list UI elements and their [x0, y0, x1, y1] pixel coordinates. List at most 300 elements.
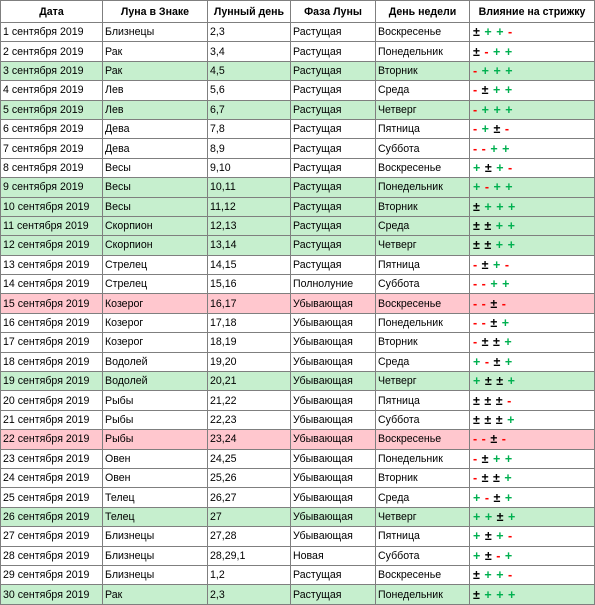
- minus-mark: -: [508, 160, 513, 175]
- cell-weekday: Воскресенье: [376, 23, 470, 42]
- minus-mark: -: [473, 335, 478, 350]
- cell-moon-sign: Овен: [103, 468, 208, 487]
- cell-lunar-day: 14,15: [208, 255, 291, 274]
- plus-mark: +: [496, 587, 504, 602]
- cell-lunar-day: 5,6: [208, 81, 291, 100]
- cell-date: 12 сентября 2019: [1, 236, 103, 255]
- table-row: [1, 585, 595, 604]
- cell-moon-phase: Убывающая: [291, 372, 376, 391]
- plus-mark: +: [504, 471, 513, 486]
- table-row: [1, 391, 595, 410]
- plus-mark: +: [493, 83, 501, 98]
- cell-date: 22 сентября 2019: [1, 430, 103, 449]
- cell-moon-sign: Весы: [103, 197, 208, 216]
- cell-weekday: Суббота: [376, 546, 470, 565]
- cell-date: 4 сентября 2019: [1, 81, 103, 100]
- cell-weekday: Среда: [376, 352, 470, 371]
- plus-mark: +: [473, 354, 481, 369]
- plus-minus-mark: ±: [481, 83, 490, 98]
- cell-haircut-effect: [470, 352, 595, 371]
- cell-moon-phase: Растущая: [291, 216, 376, 235]
- cell-weekday: Четверг: [376, 507, 470, 526]
- cell-lunar-day: 2,3: [208, 585, 291, 604]
- plus-minus-mark: ±: [481, 335, 490, 350]
- minus-mark: -: [501, 296, 507, 311]
- plus-minus-mark: ±: [484, 374, 493, 389]
- cell-moon-sign: Лев: [103, 81, 208, 100]
- minus-mark: -: [508, 25, 513, 40]
- cell-lunar-day: 21,22: [208, 391, 291, 410]
- plus-mark: +: [484, 509, 493, 524]
- table-row: [1, 372, 595, 391]
- cell-moon-sign: Овен: [103, 449, 208, 468]
- cell-lunar-day: 19,20: [208, 352, 291, 371]
- cell-date: 24 сентября 2019: [1, 468, 103, 487]
- table-row: [1, 42, 595, 61]
- cell-weekday: Суббота: [376, 275, 470, 294]
- cell-haircut-effect: [470, 216, 595, 235]
- table-row: [1, 468, 595, 487]
- plus-minus-mark: ±: [481, 451, 490, 466]
- cell-moon-phase: Растущая: [291, 119, 376, 138]
- cell-lunar-day: 2,3: [208, 23, 291, 42]
- cell-moon-phase: Убывающая: [291, 430, 376, 449]
- cell-haircut-effect: [470, 430, 595, 449]
- cell-date: 15 сентября 2019: [1, 294, 103, 313]
- cell-lunar-day: 28,29,1: [208, 546, 291, 565]
- cell-haircut-effect: [470, 23, 595, 42]
- minus-mark: -: [481, 141, 487, 156]
- cell-moon-sign: Близнецы: [103, 527, 208, 546]
- header-date: Дата: [1, 1, 103, 23]
- table-row: [1, 565, 595, 584]
- cell-moon-phase: Убывающая: [291, 333, 376, 352]
- minus-mark: -: [501, 432, 507, 447]
- cell-haircut-effect: [470, 410, 595, 429]
- plus-mark: +: [484, 25, 493, 40]
- cell-moon-phase: Растущая: [291, 81, 376, 100]
- cell-haircut-effect: [470, 139, 595, 158]
- table-row: [1, 197, 595, 216]
- cell-moon-sign: Рыбы: [103, 410, 208, 429]
- table-row: [1, 488, 595, 507]
- plus-mark: +: [496, 25, 504, 40]
- cell-date: 16 сентября 2019: [1, 313, 103, 332]
- cell-haircut-effect: [470, 468, 595, 487]
- plus-mark: +: [495, 219, 504, 234]
- cell-date: 13 сентября 2019: [1, 255, 103, 274]
- cell-moon-sign: Весы: [103, 158, 208, 177]
- minus-mark: -: [481, 296, 487, 311]
- cell-moon-sign: Водолей: [103, 352, 208, 371]
- plus-mark: +: [473, 180, 481, 195]
- cell-moon-phase: Убывающая: [291, 313, 376, 332]
- cell-moon-phase: Растущая: [291, 178, 376, 197]
- cell-weekday: Суббота: [376, 139, 470, 158]
- table-row: [1, 255, 595, 274]
- cell-lunar-day: 15,16: [208, 275, 291, 294]
- minus-mark: -: [484, 180, 490, 195]
- cell-lunar-day: 18,19: [208, 333, 291, 352]
- cell-haircut-effect: [470, 275, 595, 294]
- plus-mark: +: [507, 413, 515, 427]
- cell-weekday: Понедельник: [376, 42, 470, 61]
- cell-date: 18 сентября 2019: [1, 352, 103, 371]
- cell-haircut-effect: [470, 158, 595, 177]
- cell-weekday: Воскресенье: [376, 158, 470, 177]
- cell-haircut-effect: [470, 527, 595, 546]
- plus-minus-mark: ±: [484, 219, 492, 234]
- cell-date: 28 сентября 2019: [1, 546, 103, 565]
- table-row: [1, 352, 595, 371]
- cell-lunar-day: 27,28: [208, 527, 291, 546]
- cell-date: 8 сентября 2019: [1, 158, 103, 177]
- table-row: [1, 178, 595, 197]
- plus-mark: +: [504, 354, 513, 369]
- table-row: [1, 333, 595, 352]
- cell-moon-sign: Рак: [103, 61, 208, 80]
- table-body: [1, 23, 595, 605]
- plus-mark: +: [507, 374, 516, 389]
- cell-moon-phase: Убывающая: [291, 507, 376, 526]
- plus-mark: +: [484, 199, 493, 214]
- header-weekday: День недели: [376, 1, 470, 23]
- cell-moon-phase: Растущая: [291, 61, 376, 80]
- plus-minus-mark: ±: [493, 490, 501, 505]
- cell-haircut-effect: [470, 236, 595, 255]
- plus-mark: +: [505, 102, 514, 117]
- cell-weekday: Пятница: [376, 527, 470, 546]
- plus-mark: +: [508, 587, 516, 602]
- plus-minus-mark: ±: [473, 219, 481, 234]
- table-row: [1, 139, 595, 158]
- minus-mark: -: [473, 63, 478, 78]
- minus-mark: -: [504, 257, 510, 272]
- cell-haircut-effect: [470, 313, 595, 332]
- plus-mark: +: [493, 180, 502, 195]
- plus-mark: +: [508, 509, 516, 524]
- cell-haircut-effect: [470, 372, 595, 391]
- cell-lunar-day: 8,9: [208, 139, 291, 158]
- cell-date: 20 сентября 2019: [1, 391, 103, 410]
- plus-minus-mark: ±: [473, 238, 481, 253]
- cell-moon-phase: Растущая: [291, 236, 376, 255]
- cell-moon-sign: Весы: [103, 178, 208, 197]
- plus-mark: +: [484, 587, 493, 602]
- cell-lunar-day: 27: [208, 507, 291, 526]
- cell-weekday: Четверг: [376, 372, 470, 391]
- plus-mark: +: [505, 63, 514, 78]
- cell-moon-phase: Растущая: [291, 197, 376, 216]
- plus-mark: +: [493, 102, 502, 117]
- plus-minus-mark: ±: [493, 122, 501, 137]
- plus-minus-mark: ±: [496, 374, 504, 389]
- cell-lunar-day: 4,5: [208, 61, 291, 80]
- cell-date: 7 сентября 2019: [1, 139, 103, 158]
- cell-weekday: Вторник: [376, 468, 470, 487]
- cell-moon-sign: Стрелец: [103, 255, 208, 274]
- cell-lunar-day: 9,10: [208, 158, 291, 177]
- cell-date: 14 сентября 2019: [1, 275, 103, 294]
- cell-haircut-effect: [470, 178, 595, 197]
- plus-mark: +: [493, 63, 502, 78]
- cell-moon-phase: Растущая: [291, 255, 376, 274]
- cell-weekday: Понедельник: [376, 178, 470, 197]
- cell-date: 19 сентября 2019: [1, 372, 103, 391]
- minus-mark: -: [473, 141, 478, 156]
- cell-moon-sign: Рак: [103, 42, 208, 61]
- plus-mark: +: [508, 199, 516, 214]
- cell-moon-sign: Козерог: [103, 294, 208, 313]
- plus-mark: +: [493, 44, 501, 59]
- plus-mark: +: [502, 277, 510, 292]
- cell-moon-sign: Дева: [103, 119, 208, 138]
- plus-minus-mark: ±: [495, 413, 504, 427]
- table-row: [1, 449, 595, 468]
- plus-minus-mark: ±: [473, 44, 481, 59]
- plus-minus-mark: ±: [473, 393, 481, 408]
- plus-mark: +: [490, 141, 499, 156]
- cell-weekday: Вторник: [376, 61, 470, 80]
- cell-moon-phase: Убывающая: [291, 468, 376, 487]
- table-row: [1, 236, 595, 255]
- header-lunar-day: Лунный день: [208, 1, 291, 23]
- cell-haircut-effect: [470, 507, 595, 526]
- cell-moon-phase: Убывающая: [291, 391, 376, 410]
- cell-date: 2 сентября 2019: [1, 42, 103, 61]
- cell-date: 26 сентября 2019: [1, 507, 103, 526]
- plus-mark: +: [473, 529, 481, 544]
- plus-mark: +: [473, 509, 481, 524]
- cell-moon-sign: Скорпион: [103, 236, 208, 255]
- minus-mark: -: [473, 432, 478, 447]
- plus-mark: +: [473, 548, 481, 563]
- plus-mark: +: [495, 238, 504, 253]
- plus-minus-mark: ±: [484, 393, 492, 408]
- table-row: [1, 23, 595, 42]
- cell-haircut-effect: [470, 449, 595, 468]
- cell-moon-sign: Рак: [103, 585, 208, 604]
- cell-haircut-effect: [470, 294, 595, 313]
- minus-mark: -: [473, 471, 478, 486]
- minus-mark: -: [473, 83, 478, 98]
- plus-minus-mark: ±: [481, 471, 490, 486]
- minus-mark: -: [496, 548, 501, 563]
- plus-mark: +: [504, 548, 513, 563]
- cell-moon-phase: Убывающая: [291, 294, 376, 313]
- minus-mark: -: [507, 393, 512, 408]
- cell-moon-phase: Растущая: [291, 565, 376, 584]
- plus-mark: +: [504, 490, 513, 505]
- cell-weekday: Понедельник: [376, 449, 470, 468]
- cell-lunar-day: 11,12: [208, 197, 291, 216]
- minus-mark: -: [473, 257, 478, 272]
- plus-mark: +: [481, 102, 490, 117]
- plus-mark: +: [496, 199, 504, 214]
- plus-minus-mark: ±: [493, 335, 501, 350]
- plus-minus-mark: ±: [495, 393, 504, 408]
- plus-mark: +: [481, 122, 490, 137]
- cell-haircut-effect: [470, 100, 595, 119]
- cell-lunar-day: 23,24: [208, 430, 291, 449]
- cell-lunar-day: 7,8: [208, 119, 291, 138]
- minus-mark: -: [473, 296, 478, 311]
- cell-moon-phase: Растущая: [291, 139, 376, 158]
- cell-moon-phase: Убывающая: [291, 410, 376, 429]
- table-row: [1, 216, 595, 235]
- table-row: [1, 430, 595, 449]
- plus-mark: +: [504, 44, 513, 59]
- cell-date: 25 сентября 2019: [1, 488, 103, 507]
- cell-haircut-effect: [470, 546, 595, 565]
- plus-mark: +: [473, 490, 481, 505]
- table-row: [1, 294, 595, 313]
- cell-moon-phase: Новая: [291, 546, 376, 565]
- cell-date: 17 сентября 2019: [1, 333, 103, 352]
- plus-minus-mark: ±: [493, 354, 501, 369]
- cell-haircut-effect: [470, 61, 595, 80]
- cell-moon-phase: Убывающая: [291, 449, 376, 468]
- cell-moon-phase: Растущая: [291, 23, 376, 42]
- cell-moon-sign: Лев: [103, 100, 208, 119]
- cell-moon-sign: Близнецы: [103, 23, 208, 42]
- cell-weekday: Пятница: [376, 255, 470, 274]
- cell-weekday: Среда: [376, 488, 470, 507]
- cell-date: 27 сентября 2019: [1, 527, 103, 546]
- cell-date: 29 сентября 2019: [1, 565, 103, 584]
- cell-weekday: Среда: [376, 81, 470, 100]
- minus-mark: -: [504, 122, 510, 137]
- cell-moon-sign: Рыбы: [103, 430, 208, 449]
- cell-date: 11 сентября 2019: [1, 216, 103, 235]
- plus-mark: +: [493, 257, 501, 272]
- cell-weekday: Пятница: [376, 391, 470, 410]
- plus-minus-mark: ±: [493, 471, 501, 486]
- plus-mark: +: [505, 180, 514, 195]
- table-row: [1, 275, 595, 294]
- cell-moon-phase: Растущая: [291, 585, 376, 604]
- cell-lunar-day: 16,17: [208, 294, 291, 313]
- cell-date: 10 сентября 2019: [1, 197, 103, 216]
- cell-weekday: Воскресенье: [376, 294, 470, 313]
- cell-weekday: Вторник: [376, 197, 470, 216]
- cell-haircut-effect: [470, 585, 595, 604]
- table-row: [1, 507, 595, 526]
- cell-lunar-day: 1,2: [208, 565, 291, 584]
- cell-weekday: Вторник: [376, 333, 470, 352]
- cell-haircut-effect: [470, 81, 595, 100]
- table-row: [1, 313, 595, 332]
- minus-mark: -: [481, 277, 487, 292]
- plus-mark: +: [490, 277, 499, 292]
- cell-moon-phase: Растущая: [291, 100, 376, 119]
- minus-mark: -: [484, 44, 490, 59]
- minus-mark: -: [473, 451, 478, 466]
- cell-date: 5 сентября 2019: [1, 100, 103, 119]
- cell-moon-sign: Рыбы: [103, 391, 208, 410]
- cell-weekday: Воскресенье: [376, 430, 470, 449]
- cell-moon-phase: Полнолуние: [291, 275, 376, 294]
- plus-minus-mark: ±: [481, 257, 490, 272]
- cell-date: 9 сентября 2019: [1, 178, 103, 197]
- plus-minus-mark: ±: [473, 413, 481, 427]
- plus-mark: +: [473, 374, 481, 389]
- cell-haircut-effect: [470, 488, 595, 507]
- plus-minus-mark: ±: [484, 238, 492, 253]
- plus-mark: +: [484, 568, 493, 583]
- header-moon-phase: Фаза Луны: [291, 1, 376, 23]
- cell-moon-phase: Убывающая: [291, 527, 376, 546]
- plus-minus-mark: ±: [484, 160, 493, 175]
- table-row: [1, 410, 595, 429]
- plus-mark: +: [496, 160, 504, 175]
- cell-lunar-day: 13,14: [208, 236, 291, 255]
- plus-mark: +: [501, 316, 510, 331]
- table-row: [1, 158, 595, 177]
- plus-minus-mark: ±: [473, 568, 481, 583]
- plus-mark: +: [507, 219, 516, 234]
- cell-moon-phase: Растущая: [291, 158, 376, 177]
- cell-date: 23 сентября 2019: [1, 449, 103, 468]
- cell-lunar-day: 3,4: [208, 42, 291, 61]
- plus-minus-mark: ±: [484, 413, 492, 427]
- minus-mark: -: [484, 490, 490, 505]
- minus-mark: -: [484, 354, 490, 369]
- cell-lunar-day: 12,13: [208, 216, 291, 235]
- plus-mark: +: [481, 63, 490, 78]
- cell-weekday: Пятница: [376, 119, 470, 138]
- table-row: [1, 119, 595, 138]
- cell-moon-phase: Убывающая: [291, 488, 376, 507]
- cell-date: 6 сентября 2019: [1, 119, 103, 138]
- table-row: [1, 546, 595, 565]
- cell-moon-phase: Растущая: [291, 42, 376, 61]
- plus-mark: +: [504, 451, 513, 466]
- cell-moon-phase: Убывающая: [291, 352, 376, 371]
- cell-weekday: Воскресенье: [376, 565, 470, 584]
- cell-weekday: Понедельник: [376, 313, 470, 332]
- plus-mark: +: [493, 451, 501, 466]
- plus-minus-mark: ±: [490, 316, 498, 331]
- cell-lunar-day: 22,23: [208, 410, 291, 429]
- plus-minus-mark: ±: [490, 296, 498, 311]
- cell-lunar-day: 24,25: [208, 449, 291, 468]
- plus-minus-mark: ±: [473, 587, 481, 602]
- minus-mark: -: [481, 316, 487, 331]
- plus-minus-mark: ±: [473, 199, 481, 214]
- minus-mark: -: [508, 529, 513, 544]
- plus-minus-mark: ±: [484, 529, 493, 544]
- cell-weekday: Понедельник: [376, 585, 470, 604]
- cell-weekday: Четверг: [376, 236, 470, 255]
- minus-mark: -: [508, 568, 513, 583]
- plus-minus-mark: ±: [490, 432, 498, 447]
- plus-minus-mark: ±: [484, 548, 493, 563]
- table-row: [1, 527, 595, 546]
- minus-mark: -: [473, 277, 478, 292]
- cell-moon-sign: Козерог: [103, 313, 208, 332]
- plus-minus-mark: ±: [473, 25, 481, 40]
- cell-moon-sign: Близнецы: [103, 546, 208, 565]
- cell-haircut-effect: [470, 391, 595, 410]
- cell-moon-sign: Водолей: [103, 372, 208, 391]
- cell-lunar-day: 25,26: [208, 468, 291, 487]
- cell-haircut-effect: [470, 197, 595, 216]
- table-row: [1, 81, 595, 100]
- cell-haircut-effect: [470, 119, 595, 138]
- cell-lunar-day: 26,27: [208, 488, 291, 507]
- cell-moon-sign: Стрелец: [103, 275, 208, 294]
